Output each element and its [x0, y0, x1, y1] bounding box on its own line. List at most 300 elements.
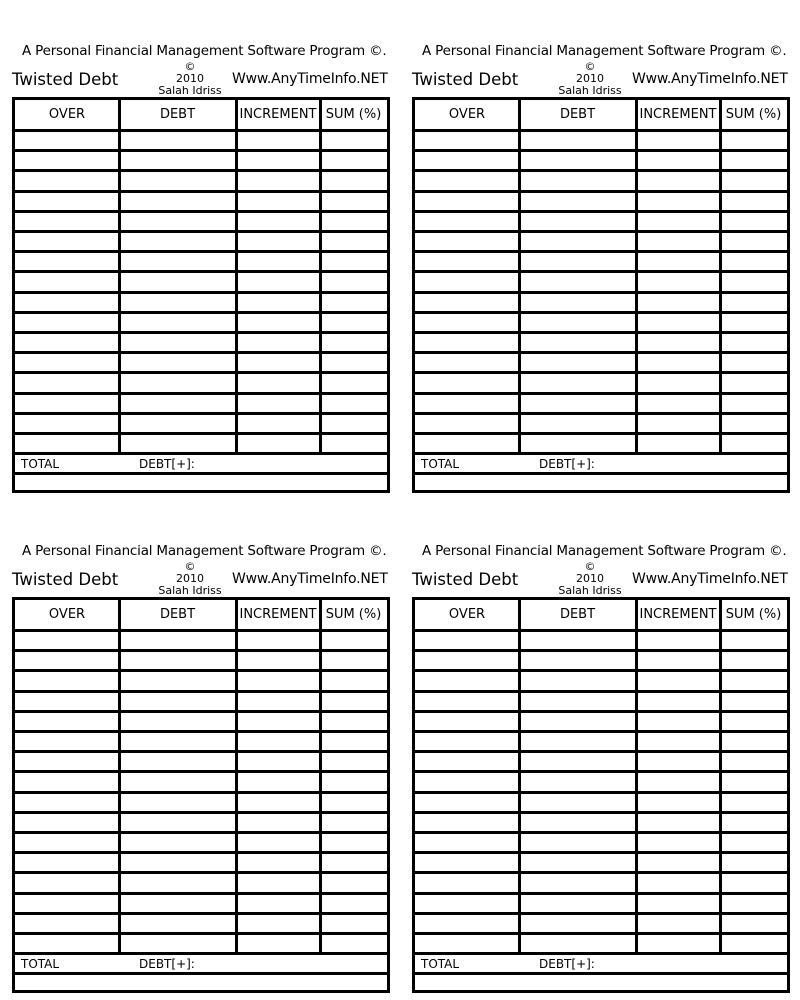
debt-sheet-bottom-right [412, 537, 790, 997]
entry-cell[interactable] [322, 273, 385, 290]
entry-cell[interactable] [722, 132, 785, 149]
entry-cell[interactable] [722, 415, 785, 432]
entry-cell[interactable] [638, 294, 718, 311]
entry-cell[interactable] [238, 354, 318, 371]
entry-cell[interactable] [121, 354, 234, 371]
entry-cell[interactable] [238, 773, 318, 790]
entry-cell[interactable] [722, 152, 785, 169]
entry-cell[interactable] [17, 273, 117, 290]
row-divider [15, 952, 387, 955]
entry-cell[interactable] [638, 172, 718, 189]
entry-cell[interactable] [638, 314, 718, 331]
entry-cell[interactable] [121, 834, 234, 851]
entry-cell[interactable] [638, 253, 718, 270]
entry-cell[interactable] [322, 253, 385, 270]
entry-cell[interactable] [722, 354, 785, 371]
entry-cell[interactable] [417, 834, 517, 851]
entry-cell[interactable] [17, 672, 117, 689]
entry-cell[interactable] [722, 652, 785, 669]
entry-cell[interactable] [17, 213, 117, 230]
entry-cell[interactable] [238, 314, 318, 331]
debt-total-label: DEBT[+]: [139, 957, 195, 972]
entry-cell[interactable] [322, 152, 385, 169]
entry-cell[interactable] [121, 152, 234, 169]
entry-cell[interactable] [322, 213, 385, 230]
column-header: INCREMENT [639, 607, 717, 622]
entry-cell[interactable] [121, 693, 234, 710]
entry-cell[interactable] [121, 915, 234, 932]
total-entry-area[interactable] [417, 976, 785, 992]
entry-cell[interactable] [521, 753, 634, 770]
entry-cell[interactable] [17, 753, 117, 770]
entry-cell[interactable] [322, 672, 385, 689]
entry-cell[interactable] [417, 294, 517, 311]
entry-cell[interactable] [638, 713, 718, 730]
entry-cell[interactable] [17, 874, 117, 891]
entry-cell[interactable] [722, 773, 785, 790]
entry-cell[interactable] [322, 334, 385, 351]
entry-cell[interactable] [638, 874, 718, 891]
entry-cell[interactable] [722, 233, 785, 250]
entry-cell[interactable] [121, 172, 234, 189]
entry-cell[interactable] [322, 915, 385, 932]
entry-cell[interactable] [417, 773, 517, 790]
entry-cell[interactable] [121, 374, 234, 391]
entry-cell[interactable] [17, 253, 117, 270]
entry-cell[interactable] [521, 854, 634, 871]
entry-cell[interactable] [417, 874, 517, 891]
copyright-author: Salah Idriss [158, 584, 222, 597]
entry-cell[interactable] [17, 935, 117, 952]
entry-cell[interactable] [121, 213, 234, 230]
entry-cell[interactable] [638, 632, 718, 649]
total-entry-area[interactable] [417, 476, 785, 492]
entry-cell[interactable] [121, 395, 234, 412]
entry-cell[interactable] [322, 753, 385, 770]
entry-cell[interactable] [722, 435, 785, 452]
entry-cell[interactable] [322, 172, 385, 189]
entry-cell[interactable] [722, 915, 785, 932]
entry-cell[interactable] [638, 334, 718, 351]
entry-cell[interactable] [417, 253, 517, 270]
entry-cell[interactable] [417, 632, 517, 649]
entry-cell[interactable] [238, 895, 318, 912]
entry-cell[interactable] [17, 354, 117, 371]
entry-cell[interactable] [722, 374, 785, 391]
entry-cell[interactable] [521, 693, 634, 710]
entry-cell[interactable] [521, 874, 634, 891]
entry-cell[interactable] [722, 713, 785, 730]
entry-cell[interactable] [322, 415, 385, 432]
entry-cell[interactable] [238, 233, 318, 250]
brand-title: Twisted Debt [412, 570, 519, 589]
entry-cell[interactable] [417, 854, 517, 871]
tagline: A Personal Financial Management Software Program ©. [22, 43, 387, 59]
entry-cell[interactable] [322, 854, 385, 871]
entry-cell[interactable] [238, 834, 318, 851]
entry-cell[interactable] [521, 395, 634, 412]
entry-cell[interactable] [238, 693, 318, 710]
entry-cell[interactable] [121, 935, 234, 952]
debt-table [12, 97, 390, 493]
entry-cell[interactable] [322, 834, 385, 851]
entry-cell[interactable] [121, 294, 234, 311]
entry-cell[interactable] [638, 354, 718, 371]
brand-title: Twisted Debt [12, 570, 119, 589]
entry-cell[interactable] [638, 233, 718, 250]
entry-cell[interactable] [238, 652, 318, 669]
entry-cell[interactable] [17, 334, 117, 351]
entry-cell[interactable] [638, 773, 718, 790]
entry-cell[interactable] [417, 193, 517, 210]
entry-cell[interactable] [322, 693, 385, 710]
entry-cell[interactable] [417, 713, 517, 730]
website-link[interactable]: Www.AnyTimeInfo.NET [632, 571, 788, 587]
column-header: OVER [48, 607, 86, 622]
entry-cell[interactable] [322, 632, 385, 649]
entry-cell[interactable] [17, 773, 117, 790]
entry-cell[interactable] [521, 632, 634, 649]
entry-cell[interactable] [17, 193, 117, 210]
entry-cell[interactable] [238, 213, 318, 230]
entry-cell[interactable] [322, 354, 385, 371]
entry-cell[interactable] [521, 935, 634, 952]
entry-cell[interactable] [17, 395, 117, 412]
entry-cell[interactable] [722, 874, 785, 891]
entry-cell[interactable] [17, 713, 117, 730]
entry-cell[interactable] [521, 253, 634, 270]
entry-cell[interactable] [722, 753, 785, 770]
entry-cell[interactable] [521, 172, 634, 189]
entry-cell[interactable] [17, 435, 117, 452]
total-row-divider [15, 472, 387, 475]
entry-cell[interactable] [521, 834, 634, 851]
entry-cell[interactable] [17, 814, 117, 831]
entry-cell[interactable] [322, 314, 385, 331]
entry-cell[interactable] [238, 294, 318, 311]
entry-cell[interactable] [417, 895, 517, 912]
tagline: A Personal Financial Management Software Program ©. [22, 543, 387, 559]
entry-cell[interactable] [521, 733, 634, 750]
entry-cell[interactable] [521, 193, 634, 210]
entry-cell[interactable] [17, 132, 117, 149]
entry-cell[interactable] [722, 672, 785, 689]
entry-cell[interactable] [638, 915, 718, 932]
entry-cell[interactable] [638, 935, 718, 952]
entry-cell[interactable] [121, 233, 234, 250]
entry-cell[interactable] [238, 193, 318, 210]
entry-cell[interactable] [417, 152, 517, 169]
entry-cell[interactable] [722, 854, 785, 871]
entry-cell[interactable] [238, 415, 318, 432]
entry-cell[interactable] [521, 334, 634, 351]
entry-cell[interactable] [238, 753, 318, 770]
column-header: INCREMENT [239, 107, 317, 122]
entry-cell[interactable] [521, 713, 634, 730]
entry-cell[interactable] [521, 794, 634, 811]
total-entry-area[interactable] [17, 476, 385, 492]
entry-cell[interactable] [521, 354, 634, 371]
entry-cell[interactable] [722, 213, 785, 230]
entry-cell[interactable] [638, 895, 718, 912]
total-label: TOTAL [21, 957, 60, 972]
column-header: SUM (%) [725, 107, 782, 122]
entry-cell[interactable] [417, 395, 517, 412]
row-divider [15, 452, 387, 455]
entry-cell[interactable] [238, 435, 318, 452]
debt-sheet-top-right [412, 37, 790, 497]
entry-cell[interactable] [121, 193, 234, 210]
entry-cell[interactable] [722, 935, 785, 952]
entry-cell[interactable] [638, 273, 718, 290]
website-link[interactable]: Www.AnyTimeInfo.NET [232, 571, 388, 587]
entry-cell[interactable] [17, 374, 117, 391]
entry-cell[interactable] [322, 773, 385, 790]
entry-cell[interactable] [121, 895, 234, 912]
entry-cell[interactable] [638, 435, 718, 452]
entry-cell[interactable] [638, 152, 718, 169]
entry-cell[interactable] [417, 354, 517, 371]
column-header: DEBT [559, 107, 596, 122]
entry-cell[interactable] [417, 415, 517, 432]
entry-cell[interactable] [417, 213, 517, 230]
entry-cell[interactable] [417, 693, 517, 710]
entry-cell[interactable] [322, 233, 385, 250]
entry-cell[interactable] [521, 435, 634, 452]
entry-cell[interactable] [17, 152, 117, 169]
entry-cell[interactable] [722, 253, 785, 270]
entry-cell[interactable] [238, 172, 318, 189]
entry-cell[interactable] [521, 672, 634, 689]
entry-cell[interactable] [722, 632, 785, 649]
entry-cell[interactable] [417, 814, 517, 831]
entry-cell[interactable] [17, 314, 117, 331]
entry-cell[interactable] [322, 193, 385, 210]
entry-cell[interactable] [638, 733, 718, 750]
entry-cell[interactable] [322, 374, 385, 391]
table-header [415, 600, 787, 632]
entry-cell[interactable] [238, 374, 318, 391]
entry-cell[interactable] [322, 132, 385, 149]
entry-cell[interactable] [521, 652, 634, 669]
entry-cell[interactable] [521, 814, 634, 831]
entry-cell[interactable] [417, 915, 517, 932]
entry-cell[interactable] [722, 294, 785, 311]
entry-cell[interactable] [121, 773, 234, 790]
entry-cell[interactable] [121, 794, 234, 811]
entry-cell[interactable] [322, 713, 385, 730]
entry-cell[interactable] [121, 415, 234, 432]
website-link[interactable]: Www.AnyTimeInfo.NET [632, 71, 788, 87]
column-header: SUM (%) [325, 607, 382, 622]
entry-cell[interactable] [238, 334, 318, 351]
copyright-year: 2010 [176, 572, 204, 585]
entry-cell[interactable] [521, 415, 634, 432]
entry-cell[interactable] [417, 132, 517, 149]
entry-cell[interactable] [238, 253, 318, 270]
entry-cell[interactable] [17, 794, 117, 811]
entry-cell[interactable] [417, 273, 517, 290]
entry-cell[interactable] [238, 672, 318, 689]
entry-cell[interactable] [638, 374, 718, 391]
entry-cell[interactable] [521, 233, 634, 250]
entry-cell[interactable] [322, 874, 385, 891]
tagline: A Personal Financial Management Software Program ©. [422, 543, 787, 559]
copyright-year: 2010 [576, 72, 604, 85]
entry-cell[interactable] [521, 915, 634, 932]
entry-cell[interactable] [521, 132, 634, 149]
entry-cell[interactable] [121, 672, 234, 689]
entry-cell[interactable] [121, 132, 234, 149]
entry-cell[interactable] [638, 193, 718, 210]
total-entry-area[interactable] [17, 976, 385, 992]
entry-cell[interactable] [722, 334, 785, 351]
entry-cell[interactable] [121, 753, 234, 770]
entry-cell[interactable] [238, 733, 318, 750]
entry-cell[interactable] [722, 395, 785, 412]
entry-cell[interactable] [121, 652, 234, 669]
entry-cell[interactable] [121, 435, 234, 452]
entry-cell[interactable] [322, 794, 385, 811]
entry-cell[interactable] [121, 733, 234, 750]
entry-cell[interactable] [322, 895, 385, 912]
entry-cell[interactable] [17, 294, 117, 311]
entry-cell[interactable] [417, 172, 517, 189]
debt-total-label: DEBT[+]: [139, 457, 195, 472]
entry-cell[interactable] [417, 935, 517, 952]
entry-cell[interactable] [638, 415, 718, 432]
column-header: OVER [48, 107, 86, 122]
entry-cell[interactable] [322, 395, 385, 412]
entry-cell[interactable] [722, 733, 785, 750]
column-header: INCREMENT [639, 107, 717, 122]
entry-cell[interactable] [17, 172, 117, 189]
entry-cell[interactable] [121, 273, 234, 290]
entry-cell[interactable] [17, 895, 117, 912]
entry-cell[interactable] [322, 652, 385, 669]
entry-cell[interactable] [722, 834, 785, 851]
entry-cell[interactable] [238, 915, 318, 932]
entry-cell[interactable] [17, 693, 117, 710]
entry-cell[interactable] [121, 314, 234, 331]
entry-cell[interactable] [722, 193, 785, 210]
copyright-symbol: © [184, 560, 196, 573]
entry-cell[interactable] [238, 395, 318, 412]
entry-cell[interactable] [238, 632, 318, 649]
entry-cell[interactable] [417, 652, 517, 669]
entry-cell[interactable] [121, 854, 234, 871]
entry-cell[interactable] [638, 395, 718, 412]
entry-cell[interactable] [722, 314, 785, 331]
entry-cell[interactable] [238, 874, 318, 891]
entry-cell[interactable] [238, 273, 318, 290]
entry-cell[interactable] [638, 854, 718, 871]
entry-cell[interactable] [722, 794, 785, 811]
entry-cell[interactable] [17, 733, 117, 750]
entry-cell[interactable] [322, 294, 385, 311]
entry-cell[interactable] [322, 935, 385, 952]
entry-cell[interactable] [17, 652, 117, 669]
entry-cell[interactable] [238, 794, 318, 811]
entry-cell[interactable] [722, 895, 785, 912]
entry-cell[interactable] [722, 273, 785, 290]
entry-cell[interactable] [521, 773, 634, 790]
entry-cell[interactable] [121, 814, 234, 831]
entry-cell[interactable] [121, 253, 234, 270]
entry-cell[interactable] [121, 632, 234, 649]
entry-cell[interactable] [638, 132, 718, 149]
entry-cell[interactable] [638, 814, 718, 831]
entry-cell[interactable] [17, 233, 117, 250]
entry-cell[interactable] [521, 152, 634, 169]
entry-cell[interactable] [638, 652, 718, 669]
entry-cell[interactable] [638, 693, 718, 710]
entry-cell[interactable] [521, 895, 634, 912]
entry-cell[interactable] [17, 915, 117, 932]
entry-cell[interactable] [722, 693, 785, 710]
entry-cell[interactable] [638, 753, 718, 770]
entry-cell[interactable] [322, 733, 385, 750]
copyright-symbol: © [184, 60, 196, 73]
entry-cell[interactable] [17, 632, 117, 649]
entry-cell[interactable] [417, 233, 517, 250]
entry-cell[interactable] [722, 172, 785, 189]
entry-cell[interactable] [322, 814, 385, 831]
column-header: DEBT [159, 107, 196, 122]
entry-cell[interactable] [121, 334, 234, 351]
entry-cell[interactable] [722, 814, 785, 831]
entry-cell[interactable] [638, 672, 718, 689]
entry-cell[interactable] [417, 435, 517, 452]
entry-cell[interactable] [238, 713, 318, 730]
entry-cell[interactable] [521, 374, 634, 391]
entry-cell[interactable] [638, 213, 718, 230]
entry-cell[interactable] [322, 435, 385, 452]
entry-cell[interactable] [238, 152, 318, 169]
brand-title: Twisted Debt [412, 70, 519, 89]
entry-cell[interactable] [417, 753, 517, 770]
entry-cell[interactable] [17, 415, 117, 432]
total-label: TOTAL [421, 457, 460, 472]
entry-cell[interactable] [17, 854, 117, 871]
entry-cell[interactable] [521, 213, 634, 230]
entry-cell[interactable] [238, 935, 318, 952]
table-header [15, 600, 387, 632]
entry-cell[interactable] [417, 374, 517, 391]
entry-cell[interactable] [417, 794, 517, 811]
entry-cell[interactable] [238, 854, 318, 871]
entry-cell[interactable] [417, 672, 517, 689]
entry-cell[interactable] [238, 814, 318, 831]
website-link[interactable]: Www.AnyTimeInfo.NET [232, 71, 388, 87]
entry-cell[interactable] [638, 794, 718, 811]
entry-cell[interactable] [417, 334, 517, 351]
table-header [415, 100, 787, 132]
entry-cell[interactable] [521, 294, 634, 311]
entry-cell[interactable] [521, 314, 634, 331]
entry-cell[interactable] [238, 132, 318, 149]
entry-cell[interactable] [121, 713, 234, 730]
table-header [15, 100, 387, 132]
entry-cell[interactable] [638, 834, 718, 851]
entry-cell[interactable] [521, 273, 634, 290]
entry-cell[interactable] [17, 834, 117, 851]
tagline: A Personal Financial Management Software Program ©. [422, 43, 787, 59]
debt-sheet-bottom-left [12, 537, 390, 997]
entry-cell[interactable] [121, 874, 234, 891]
entry-cell[interactable] [417, 314, 517, 331]
entry-cell[interactable] [417, 733, 517, 750]
